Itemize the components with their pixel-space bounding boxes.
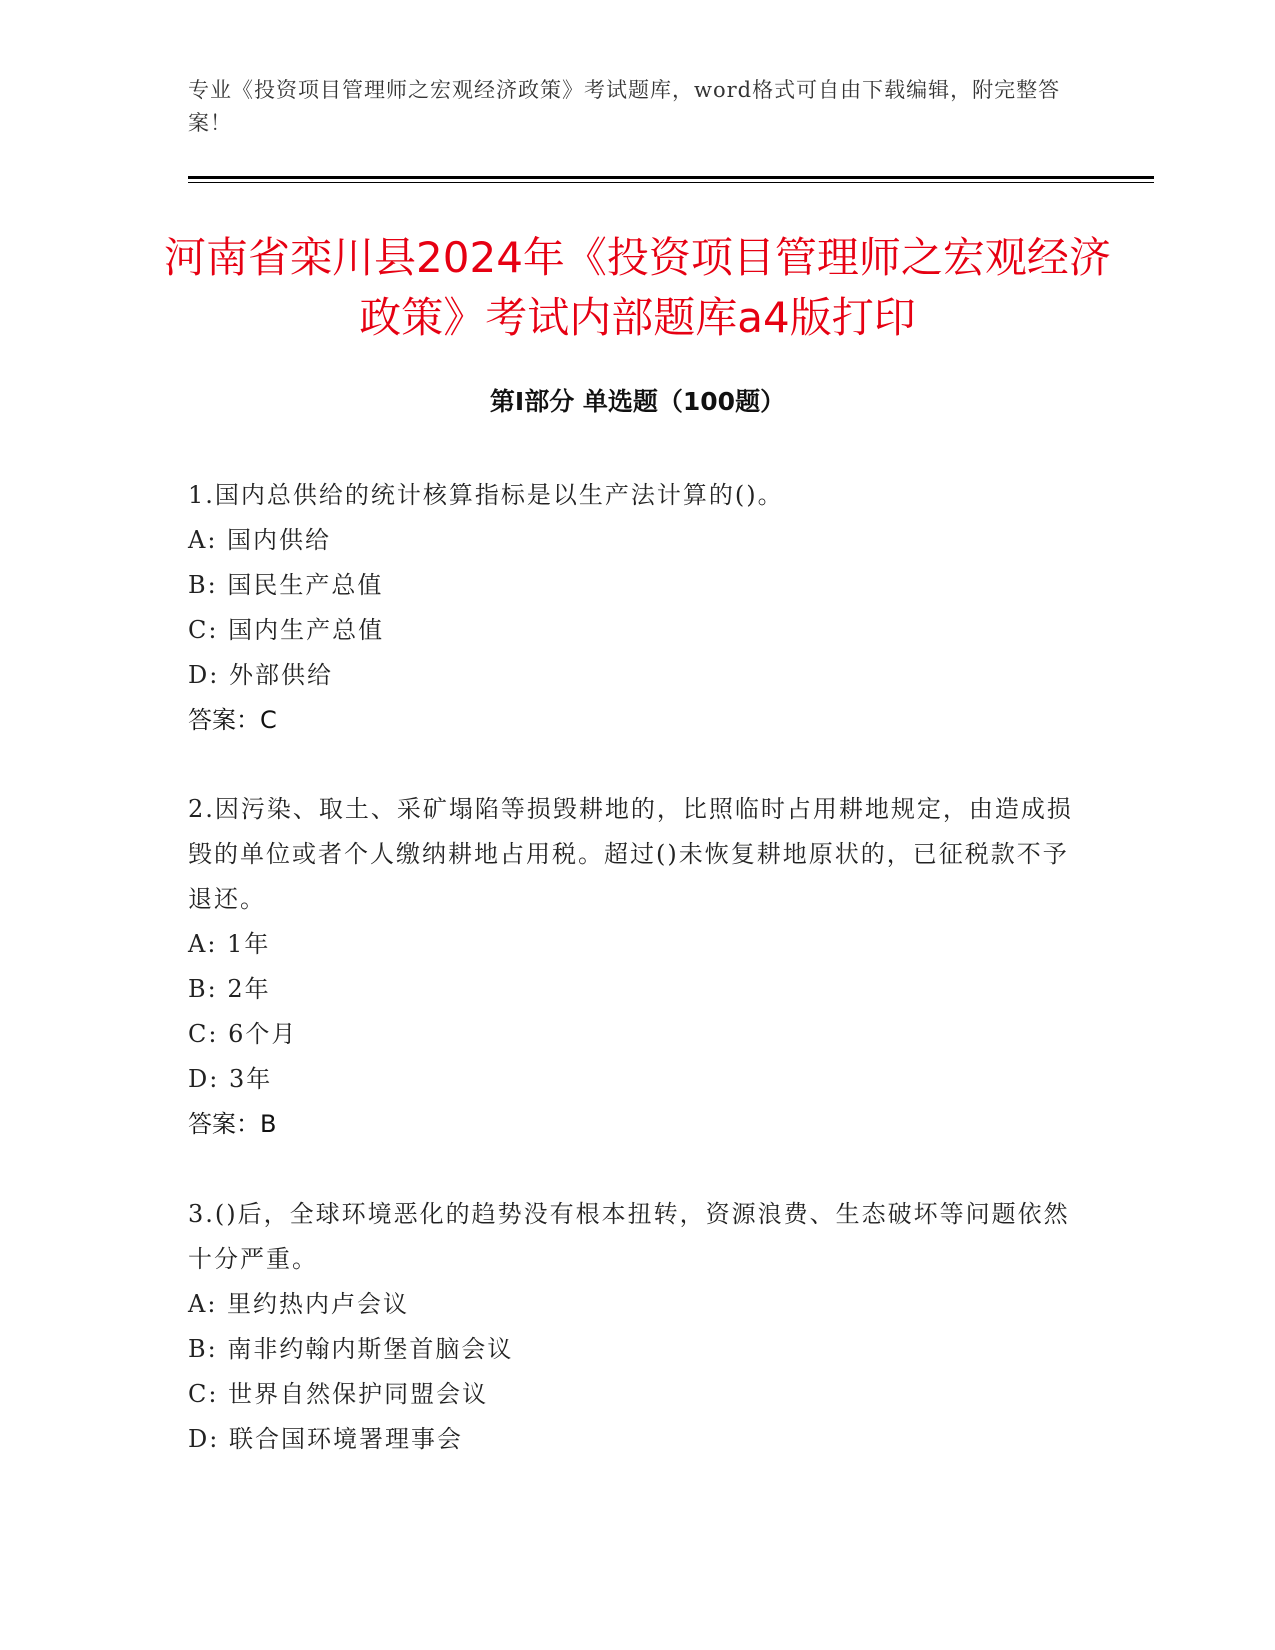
answer: 答案：B bbox=[188, 1110, 277, 1138]
option-b: B: 2年 bbox=[188, 975, 271, 1003]
option-c: C: 国内生产总值 bbox=[188, 616, 385, 644]
option-d: D: 联合国环境署理事会 bbox=[188, 1425, 463, 1453]
option-a: A: 里约热内卢会议 bbox=[188, 1290, 410, 1318]
header-divider-thick bbox=[188, 176, 1154, 179]
option-a: A: 国内供给 bbox=[188, 526, 332, 554]
question-stem: 1.国内总供给的统计核算指标是以生产法计算的()。 bbox=[188, 481, 784, 509]
question-1 bbox=[188, 473, 1088, 743]
answer: 答案：C bbox=[188, 706, 277, 734]
header-note: 专业《投资项目管理师之宏观经济政策》考试题库，word格式可自由下载编辑，附完整答案！ bbox=[188, 78, 1061, 135]
section-title: 第Ⅰ部分 单选题（100题） bbox=[489, 387, 786, 416]
option-a: A: 1年 bbox=[188, 930, 271, 958]
question-2 bbox=[188, 787, 1088, 1147]
option-b: B: 国民生产总值 bbox=[188, 571, 384, 599]
option-d: D: 外部供给 bbox=[188, 661, 333, 689]
question-3 bbox=[188, 1192, 1088, 1462]
header-divider-thin bbox=[188, 182, 1154, 183]
option-c: C: 世界自然保护同盟会议 bbox=[188, 1380, 489, 1408]
option-c: C: 6个月 bbox=[188, 1020, 298, 1048]
question-stem: 3.()后，全球环境恶化的趋势没有根本扭转，资源浪费、生态破坏等问题依然十分严重。 bbox=[188, 1200, 1070, 1273]
question-stem: 2.因污染、取土、采矿塌陷等损毁耕地的，比照临时占用耕地规定，由造成损毁的单位或者个人缴纳耕地占用税。超过()未恢复耕地原状的，已征税款不予退还。 bbox=[188, 795, 1073, 913]
option-d: D: 3年 bbox=[188, 1065, 273, 1093]
document-title: 河南省栾川县2024年《投资项目管理师之宏观经济政策》考试内部题库a4版打印 bbox=[164, 233, 1111, 342]
option-b: B: 南非约翰内斯堡首脑会议 bbox=[188, 1335, 514, 1363]
